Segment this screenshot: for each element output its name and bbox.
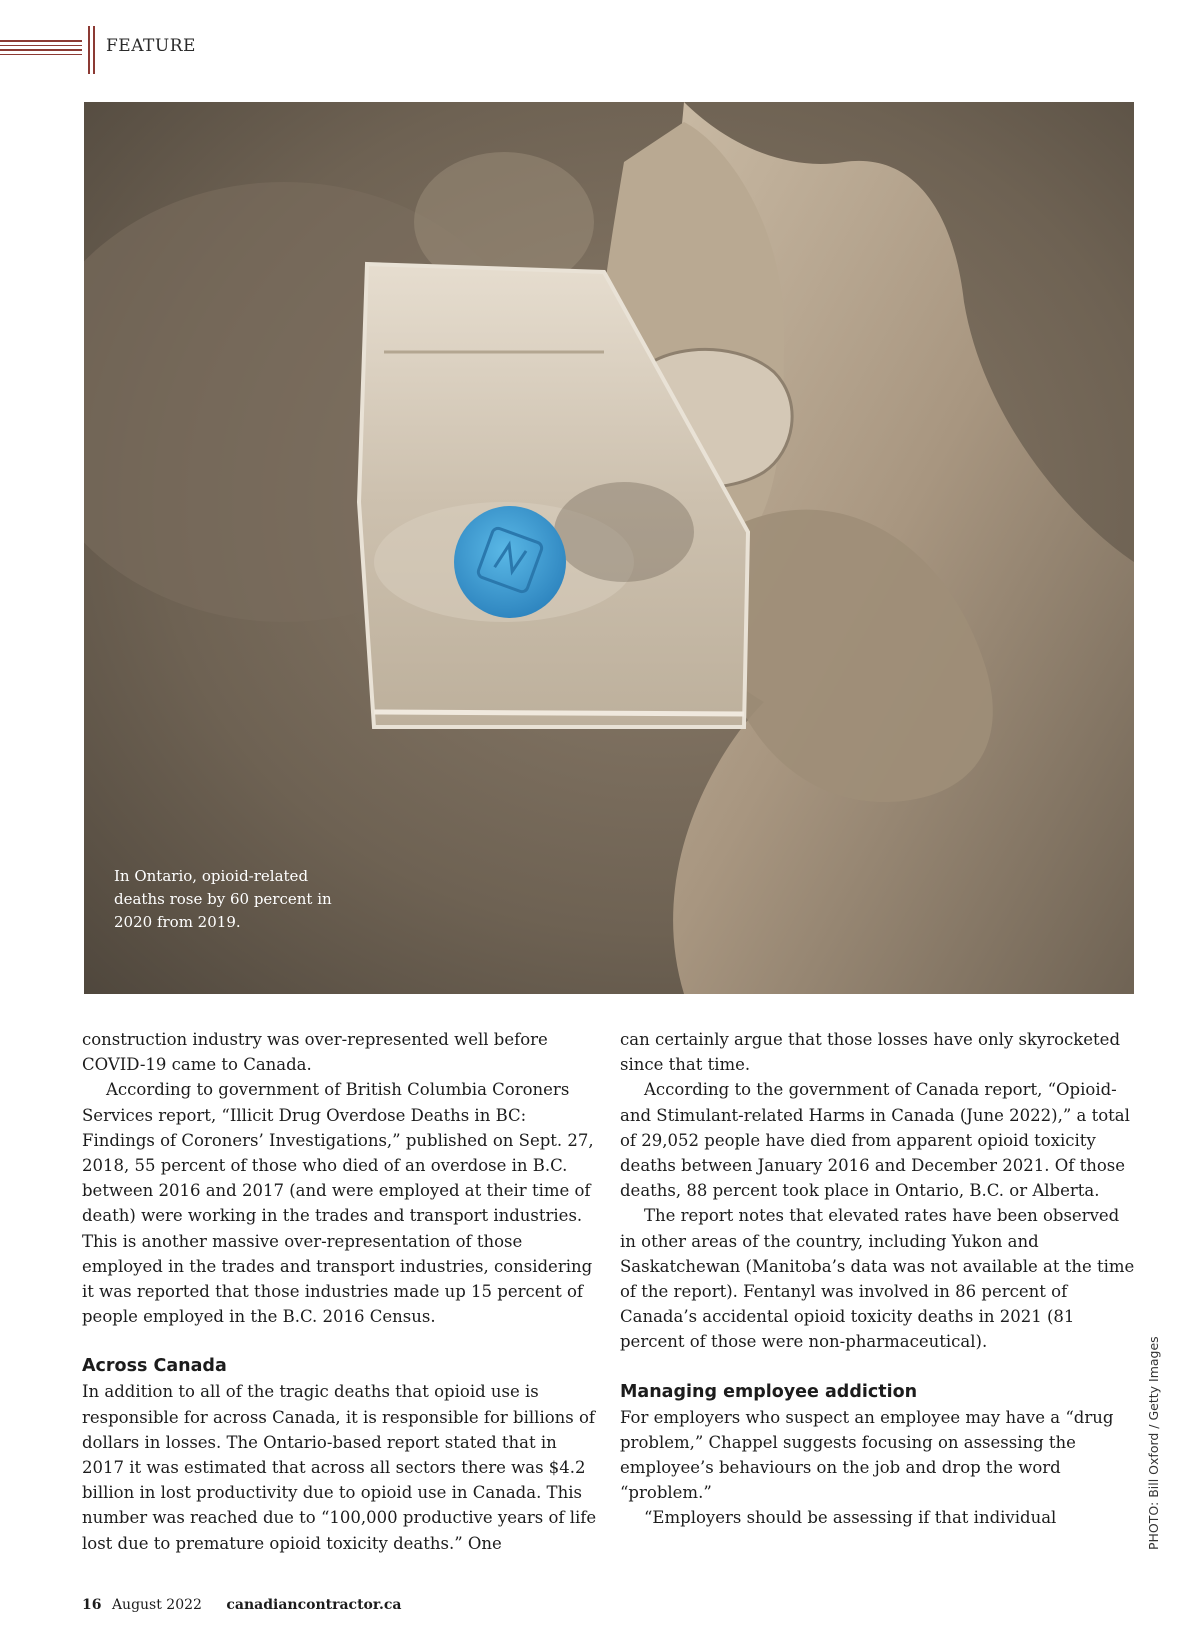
feature-photo [84,102,1134,994]
header-divider [93,26,95,74]
page-number: 16 [82,1597,102,1613]
paragraph: According to the government of Canada report, “Opioid- and Stimulant-related Harms in Canada (June 2022),” a total of 29,052 people have died from apparent opioid toxicity deaths between January 2016 and December 2021. Of those deaths, 88 percent took place in Ontario, B.C. or Alberta. [620,1080,1130,1201]
website-link[interactable]: canadiancontractor.ca [226,1597,402,1613]
paragraph: In addition to all of the tragic deaths that opioid use is responsible for across Canada, it is responsible for billions of dollars in losses. The Ontario-based report stated that in 2017 it was estimated that across all sectors there was $4.2 billion in lost productivity due to opioid use in Canada. This number was reached due to “100,000 productive years of life lost due to premature opioid toxicity deaths.” One [82,1382,597,1553]
issue-date: August 2022 [111,1597,202,1613]
header-rules [0,40,82,58]
section-label: FEATURE [106,36,196,56]
section-heading: Managing employee addiction [620,1381,918,1402]
paragraph: can certainly argue that those losses have only skyrocketed since that time. [620,1030,1121,1075]
page-footer [82,1597,401,1613]
section-heading: Across Canada [82,1356,227,1377]
paragraph: According to government of British Columbia Coroners Services report, “Illicit Drug Overdose Deaths in BC: Findings of Coroners’ Investigations,” published on Sept. 27, 2018, 55 percent of those who died of an overdose in B.C. between 2016 and 2017 (and were employed at their time of death) were working in the trades and transport industries. This is another massive over-representation of those employed in the trades and transport industries, considering it was reported that those industries made up 15 percent of people employed in the B.C. 2016 Census. [82,1080,594,1327]
photo-credit: PHOTO: Bill Oxford / Getty Images [1146,1336,1161,1550]
photo-caption: In Ontario, opioid-related deaths rose by 60 percent in 2020 from 2019. [114,867,332,931]
article-column-left [82,1027,597,1556]
paragraph: “Employers should be assessing if that individual [644,1508,1057,1528]
paragraph: For employers who suspect an employee may have a “drug problem,” Chappel suggests focusing on assessing the employee’s behaviours on the job and drop the word “problem.” [620,1407,1114,1503]
article-column-right [620,1027,1140,1531]
paragraph: The report notes that elevated rates have been observed in other areas of the country, including Yukon and Saskatchewan (Manitoba’s data was not available at the time of the report). Fentanyl was involved in 86 percent of Canada’s accidental opioid toxicity deaths in 2021 (81 percent of those were non-pharmaceutical). [620,1206,1135,1352]
paragraph: construction industry was over-represented well before COVID-19 came to Canada. [82,1030,548,1075]
header-divider [88,26,90,74]
